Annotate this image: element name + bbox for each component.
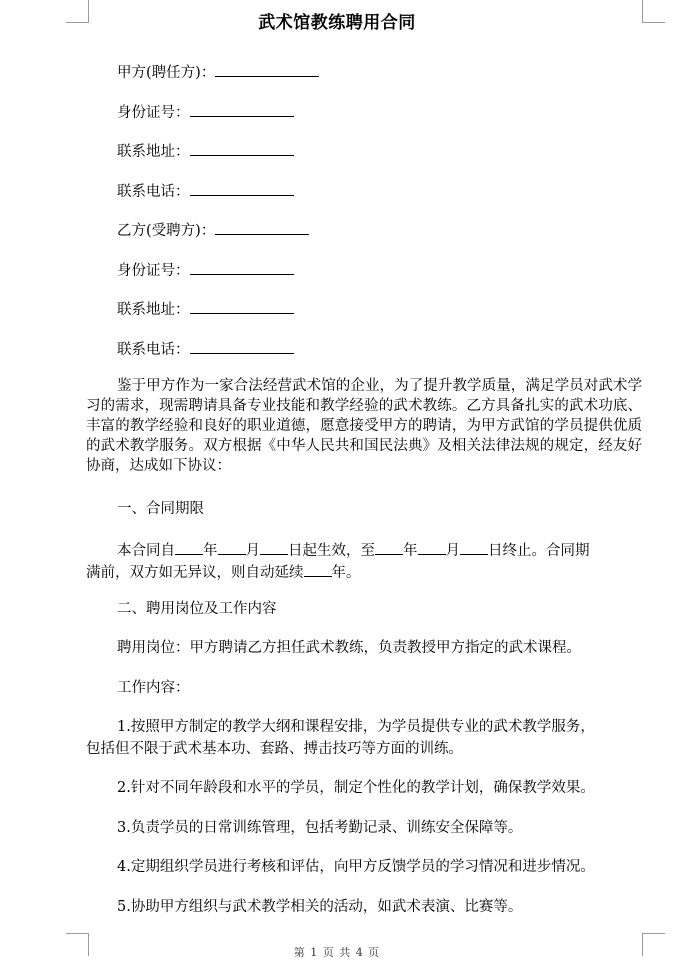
duty-item-1-line-2: 包括但不限于武术基本功、套路、搏击技巧等方面的训练。 bbox=[86, 741, 463, 757]
page-footer: 第 1 页 共 4 页 bbox=[293, 946, 381, 959]
party-a-blank[interactable] bbox=[215, 61, 319, 77]
party-b-label: 乙方(受聘方)： bbox=[117, 223, 216, 239]
end-suffix: 日终止。合同期 bbox=[488, 543, 590, 559]
duty-item-1-line-1: 1.按照甲方制定的教学大纲和课程安排，为学员提供专业的武术教学服务， bbox=[117, 719, 595, 735]
start-day-blank[interactable] bbox=[260, 539, 288, 555]
duty-item-4: 4.定期组织学员进行考核和评估，向甲方反馈学员的学习情况和进步情况。 bbox=[117, 859, 595, 875]
end-month-unit: 月 bbox=[445, 543, 460, 559]
party-b-blank[interactable] bbox=[215, 219, 309, 235]
section1-heading: 一、合同期限 bbox=[117, 501, 204, 517]
position-text: 聘用岗位：甲方聘请乙方担任武术教练，负责教授甲方指定的武术课程。 bbox=[117, 640, 581, 656]
end-year-unit: 年 bbox=[403, 543, 418, 559]
party-b-address-blank[interactable] bbox=[190, 298, 294, 314]
party-a-address-field bbox=[117, 140, 294, 162]
start-year-unit: 年 bbox=[203, 543, 218, 559]
party-b-field bbox=[117, 219, 309, 241]
start-suffix: 日起生效，至 bbox=[288, 543, 375, 559]
duties-label: 工作内容： bbox=[117, 680, 190, 696]
party-a-id-label: 身份证号： bbox=[117, 105, 190, 121]
party-a-phone-blank[interactable] bbox=[190, 180, 294, 196]
start-month-unit: 月 bbox=[245, 543, 260, 559]
party-b-phone-label: 联系电话： bbox=[117, 342, 190, 358]
party-a-label: 甲方(聘任方)： bbox=[117, 65, 216, 81]
party-b-id-field bbox=[117, 259, 294, 281]
party-b-address-field bbox=[117, 298, 294, 320]
duty-item-3: 3.负责学员的日常训练管理，包括考勤记录、训练安全保障等。 bbox=[117, 820, 523, 836]
duty-item-5: 5.协助甲方组织与武术教学相关的活动，如武术表演、比赛等。 bbox=[117, 899, 523, 915]
party-a-address-blank[interactable] bbox=[190, 140, 294, 156]
party-a-id-field bbox=[117, 101, 294, 123]
term-line-2 bbox=[86, 561, 361, 583]
party-b-phone-field bbox=[117, 338, 294, 360]
end-day-blank[interactable] bbox=[460, 539, 488, 555]
party-b-id-blank[interactable] bbox=[190, 259, 294, 275]
term-line-1 bbox=[117, 539, 590, 561]
renewal-suffix: 年。 bbox=[331, 565, 361, 581]
party-a-address-label: 联系地址： bbox=[117, 144, 190, 160]
duty-item-2: 2.针对不同年龄段和水平的学员，制定个性化的教学计划，确保教学效果。 bbox=[117, 780, 595, 796]
party-b-phone-blank[interactable] bbox=[190, 338, 294, 354]
party-a-id-blank[interactable] bbox=[190, 101, 294, 117]
party-a-phone-field bbox=[117, 180, 294, 202]
party-a-field bbox=[117, 61, 319, 83]
renewal-years-blank[interactable] bbox=[304, 561, 332, 577]
renewal-prefix: 满前，双方如无异议，则自动延续 bbox=[86, 565, 304, 581]
start-year-blank[interactable] bbox=[175, 539, 203, 555]
end-month-blank[interactable] bbox=[418, 539, 446, 555]
start-month-blank[interactable] bbox=[218, 539, 246, 555]
preamble-paragraph: 鉴于甲方作为一家合法经营武术馆的企业，为了提升教学质量，满足学员对武术学习的需求，现需聘请具备专业技能和教学经验的武术教练。乙方具备扎实的武术功底、丰富的教学经验和良好的职业道德，愿意接受甲方的聘请，为甲方武馆的学员提供优质的武术教学服务。双方根据《中华人民共和国民法典》及相关法律法规的规定，经友好协商，达成如下协议： bbox=[86, 378, 642, 474]
party-b-address-label: 联系地址： bbox=[117, 302, 190, 318]
section2-heading: 二、聘用岗位及工作内容 bbox=[117, 601, 277, 617]
term-prefix: 本合同自 bbox=[117, 543, 175, 559]
document-title: 武术馆教练聘用合同 bbox=[258, 13, 416, 33]
party-a-phone-label: 联系电话： bbox=[117, 184, 190, 200]
party-b-id-label: 身份证号： bbox=[117, 263, 190, 279]
end-year-blank[interactable] bbox=[375, 539, 403, 555]
